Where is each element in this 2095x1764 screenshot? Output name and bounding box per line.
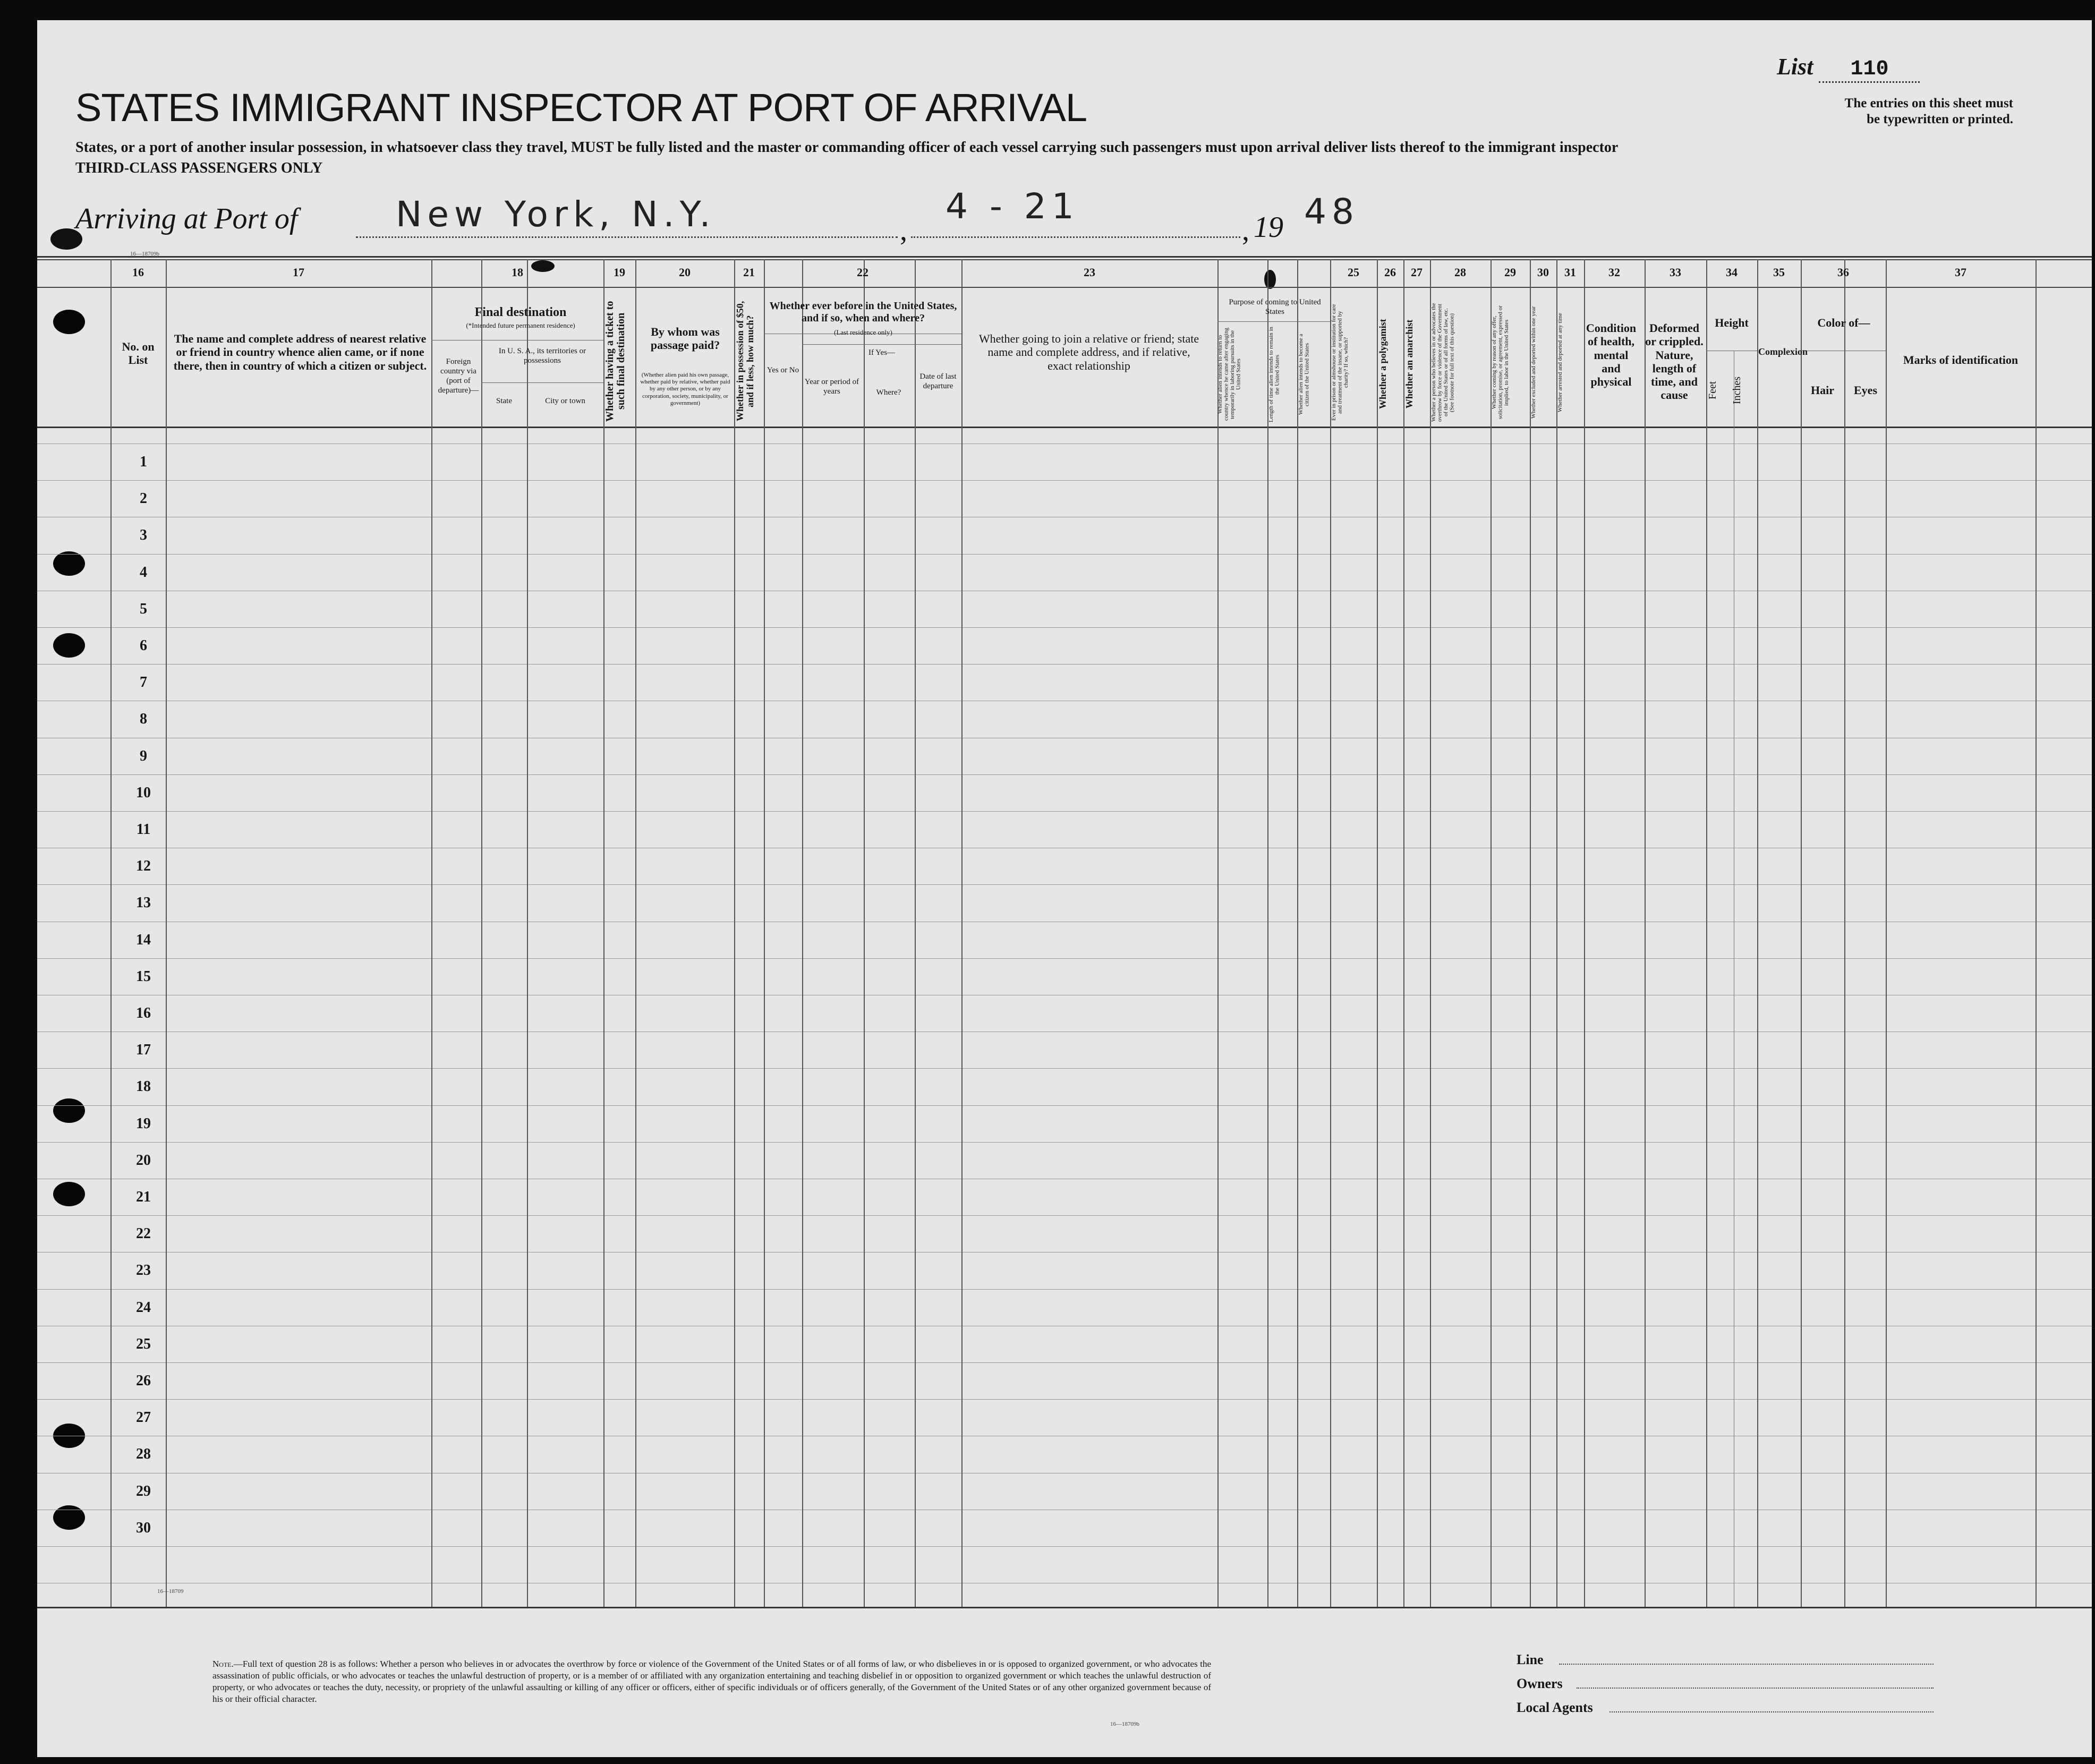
grid-vline <box>1886 259 1887 1607</box>
row-number: 22 <box>136 1225 151 1242</box>
row-number: 3 <box>140 527 147 543</box>
grid-vline <box>1217 259 1219 1607</box>
grid-hline <box>37 427 2092 428</box>
agents-field <box>1609 1711 1934 1712</box>
header-col25: Ever in prison or almshouse or institution for care and treatment of the insane, or supported by charity? If so, which? <box>1331 304 1350 421</box>
column-number: 26 <box>1384 266 1396 279</box>
header-col34-inches: Inches <box>1731 376 1743 405</box>
column-number: 16 <box>132 266 144 279</box>
header-col18-foreign: Foreign country via (port of departure)— <box>438 357 479 395</box>
header-col22-title: Whether ever before in the United States, and if so, when and where? <box>769 300 957 324</box>
header-col22-yesno: Yes or No <box>767 366 799 374</box>
header-col22-years: Year or period of years <box>804 378 859 396</box>
column-number: 28 <box>1454 266 1466 279</box>
grid-vline <box>802 259 803 1607</box>
header-col35: Complexion <box>1758 346 1808 357</box>
column-number: 31 <box>1564 266 1576 279</box>
row-number: 7 <box>140 674 147 691</box>
column-number: 35 <box>1773 266 1785 279</box>
header-col22-ifyes: If Yes— <box>868 348 895 357</box>
column-number: 19 <box>614 266 625 279</box>
grid-hline <box>37 1399 2092 1400</box>
line-label: Line <box>1517 1652 1544 1667</box>
header-col18-sub: (*Intended future permanent residence) <box>466 321 575 329</box>
arriving-label: Arriving at Port of <box>75 202 298 235</box>
punch-hole <box>53 1505 85 1530</box>
row-number: 19 <box>136 1115 151 1132</box>
header-col33: Deformed or crippled. Nature, length of time, and cause <box>1645 321 1704 402</box>
header-col18-city: City or town <box>545 397 585 405</box>
grid-vline <box>764 259 765 1607</box>
column-number: 27 <box>1411 266 1423 279</box>
grid-hline <box>37 1289 2092 1290</box>
date-handwritten: 4 - 21 <box>946 186 1079 227</box>
column-number: 36 <box>1837 266 1849 279</box>
grid-hline <box>1217 321 1330 322</box>
grid-vline <box>1844 259 1845 1607</box>
form-number-note: 16—18709b <box>1110 1721 1139 1727</box>
grid-vline <box>635 259 636 1607</box>
grid-vline <box>915 259 916 1607</box>
column-number: 37 <box>1955 266 1966 279</box>
header-col37: Marks of identification <box>1903 353 2019 367</box>
grid-vline <box>734 259 735 1607</box>
grid-hline <box>37 627 2092 628</box>
header-col18-usa: In U. S. A., its territories or possessions <box>498 347 586 365</box>
row-number: 13 <box>136 894 151 911</box>
row-number: 5 <box>140 601 147 617</box>
grid-hline <box>37 958 2092 959</box>
grid-vline <box>1645 259 1646 1607</box>
row-number: 30 <box>136 1520 151 1536</box>
date-line <box>911 236 1240 238</box>
header-col24-title: Purpose of coming to United States <box>1229 298 1321 316</box>
column-number: 18 <box>512 266 523 279</box>
grid-vline <box>1530 259 1531 1607</box>
grid-vline <box>1403 259 1404 1607</box>
column-number: 29 <box>1504 266 1516 279</box>
entries-note-line2: be typewritten or printed. <box>1867 112 2013 126</box>
column-number: 22 <box>857 266 868 279</box>
footnote-label: Note.— <box>212 1659 243 1669</box>
column-number: 17 <box>293 266 304 279</box>
manifest-sheet <box>37 20 2092 1757</box>
line-field <box>1559 1664 1934 1665</box>
header-col28: Whether a person who believes in or advocates the overthrow by force or violence of the Government of the United States or of all forms of law, etc. (See footnote for full text of this question) <box>1430 303 1455 422</box>
footnote <box>212 1658 1211 1705</box>
owners-label: Owners <box>1517 1676 1563 1691</box>
grid-hline <box>37 256 2092 258</box>
grid-vline <box>1377 259 1378 1607</box>
grid-vline <box>1491 259 1492 1607</box>
row-number: 28 <box>136 1446 151 1462</box>
grid-hline <box>37 554 2092 555</box>
header-col36-hair: Hair <box>1811 384 1834 397</box>
footnote-text: Full text of question 28 is as follows: Whether a person who believes in or advocates the overthrow by force or violence of the Government of the United States or of all forms of law, or who disbelieves in or is opposed to organized government, or who advocates the assassination of public officials, or who advocates or teaches the unlawful destruction of property, or is a member of or affiliated with any organization entertaining and teaching disbelief in or opposition to organized government or which teaches the unlawful destruction of property, or who advocates or teaches the duty, necessity, or propriety of the unlawful assaulting or killing of any officer or officers, either of specific individuals or of officers generally, of the Government of the United States or of any other organized government because of his or their official character. <box>212 1659 1211 1705</box>
row-number: 12 <box>136 858 151 874</box>
grid-vline <box>2036 259 2037 1607</box>
grid-hline <box>37 774 2092 775</box>
column-number: 20 <box>679 266 691 279</box>
row-number: 20 <box>136 1152 151 1169</box>
form-number-bottom: 16—18709 <box>157 1588 184 1595</box>
header-col32: Condition of health, mental and physical <box>1586 321 1637 389</box>
page-title: STATES IMMIGRANT INSPECTOR AT PORT OF ARRIVAL <box>75 86 1087 130</box>
row-number: 27 <box>136 1409 151 1426</box>
header-col34-title: Height <box>1715 316 1749 329</box>
row-number: 9 <box>140 748 147 764</box>
grid-hline <box>802 344 961 345</box>
header-col18-title: Final destination <box>474 305 567 319</box>
row-number: 10 <box>136 785 151 801</box>
instructions-text: States, or a port of another insular possession, in whatsoever class they travel, MUST be fully listed and the master or commanding officer of each vessel carrying such passengers must upon arrival deliver lists thereof to the immigrant inspector <box>75 139 1619 156</box>
grid-vline <box>961 259 963 1607</box>
row-number: 8 <box>140 711 147 727</box>
header-col20-sub: (Whether alien paid his own passage, whether paid by relative, whether paid by any other person, or by any corporation, society, municipality, or government) <box>640 372 730 406</box>
passenger-class-label: THIRD-CLASS PASSENGERS ONLY <box>75 160 323 176</box>
owners-field <box>1577 1688 1934 1689</box>
row-number: 4 <box>140 564 147 581</box>
row-number: 26 <box>136 1373 151 1389</box>
row-number: 1 <box>140 454 147 470</box>
row-number: 29 <box>136 1483 151 1499</box>
port-line <box>356 236 898 238</box>
column-number: 23 <box>1084 266 1095 279</box>
grid-hline <box>37 1142 2092 1143</box>
row-number: 2 <box>140 490 147 507</box>
grid-hline <box>37 480 2092 481</box>
agents-label: Local Agents <box>1517 1700 1593 1715</box>
punch-hole <box>53 551 85 576</box>
list-number-field <box>1777 53 1920 83</box>
year-prefix: 19 <box>1254 211 1283 244</box>
grid-hline <box>37 811 2092 812</box>
grid-hline <box>37 1362 2092 1363</box>
header-col24-c: Whether alien intends to become a citizen of the United States <box>1298 334 1310 415</box>
row-number: 6 <box>140 637 147 654</box>
header-col22-sub: (Last residence only) <box>834 328 892 336</box>
grid-hline <box>37 287 2092 288</box>
column-number: 21 <box>743 266 755 279</box>
header-col26: Whether a polygamist <box>1377 319 1388 409</box>
year-handwritten: 48 <box>1304 191 1359 232</box>
header-col22-where: Where? <box>876 388 901 397</box>
grid-vline <box>1297 259 1298 1607</box>
ink-stain <box>1264 270 1276 289</box>
form-number-top: 16—18709b <box>130 251 159 257</box>
row-number: 16 <box>136 1005 151 1021</box>
header-col18-state: State <box>496 397 512 405</box>
list-number: 110 <box>1819 57 1920 83</box>
grid-vline <box>1430 259 1431 1607</box>
row-number: 17 <box>136 1042 151 1058</box>
header-col22-date: Date of last departure <box>919 372 957 390</box>
grid-hline <box>37 1105 2092 1106</box>
grid-vline <box>1330 259 1331 1607</box>
grid-vline <box>1801 259 1802 1607</box>
header-col19: Whether having a ticket to such final destination <box>604 301 627 422</box>
punch-hole <box>53 1182 85 1206</box>
entries-note-line1: The entries on this sheet must <box>1844 96 2013 110</box>
grid-hline <box>37 884 2092 885</box>
header-col21: Whether in possession of $50, and if less, how much? <box>735 301 755 422</box>
row-number: 24 <box>136 1299 151 1316</box>
column-number: 25 <box>1348 266 1359 279</box>
row-number: 18 <box>136 1078 151 1095</box>
header-col16: No. on List <box>122 340 155 367</box>
header-col23: Whether going to join a relative or friend; state name and complete address, and if relative, exact relationship <box>978 332 1199 372</box>
header-col20-title: By whom was passage paid? <box>650 325 720 352</box>
entries-note <box>1726 96 2013 127</box>
grid-vline <box>1757 259 1758 1607</box>
grid-hline <box>37 1546 2092 1547</box>
grid-hline <box>37 259 2092 260</box>
grid-vline <box>481 259 482 1607</box>
column-number: 30 <box>1537 266 1549 279</box>
grid-vline <box>1267 259 1268 1607</box>
grid-vline <box>864 259 865 1607</box>
header-col17: The name and complete address of nearest relative or friend in country whence alien came, or if none there, then in country of which a citizen or subject. <box>173 332 427 372</box>
row-number: 21 <box>136 1189 151 1205</box>
header-col30: Whether excluded and deported within one year <box>1530 306 1537 419</box>
header-col31: Whether arrested and deported at any time <box>1557 313 1563 412</box>
grid-hline <box>37 1607 2092 1608</box>
column-number: 33 <box>1670 266 1681 279</box>
header-col24-a: Whether alien intends to return to country whence he came after engaging temporarily in laboring pursuits in the United States <box>1217 328 1242 421</box>
grid-vline <box>603 259 604 1607</box>
row-number: 15 <box>136 968 151 985</box>
punch-hole <box>53 1098 85 1123</box>
grid-vline <box>527 259 528 1607</box>
port-handwritten: New York, N.Y. <box>396 194 716 235</box>
header-col34-feet: Feet <box>1707 381 1718 400</box>
header-col24-b: Length of time alien intends to remain in the United States <box>1268 327 1281 422</box>
column-number: 34 <box>1726 266 1738 279</box>
grid-vline <box>110 259 112 1607</box>
grid-hline <box>37 1215 2092 1216</box>
header-col29: Whether coming by reason of any offer, solicitation, promise, or agreement, expressed or implied, to labor in the United States <box>1491 305 1510 420</box>
row-number: 23 <box>136 1262 151 1279</box>
punch-hole <box>53 633 85 658</box>
row-number: 11 <box>136 821 151 838</box>
header-col36-eyes: Eyes <box>1854 384 1877 397</box>
grid-vline <box>1584 259 1585 1607</box>
row-number: 25 <box>136 1336 151 1352</box>
column-number: 32 <box>1608 266 1620 279</box>
grid-hline <box>37 1068 2092 1069</box>
list-label: List <box>1777 54 1813 80</box>
punch-hole <box>53 310 85 334</box>
row-number: 14 <box>136 932 151 948</box>
grid-vline <box>1556 259 1557 1607</box>
header-col36-title: Color of— <box>1817 316 1870 329</box>
header-col27: Whether an anarchist <box>1404 319 1415 408</box>
grid-vline <box>431 259 432 1607</box>
grid-vline <box>1706 259 1707 1607</box>
grid-hline <box>481 382 603 383</box>
